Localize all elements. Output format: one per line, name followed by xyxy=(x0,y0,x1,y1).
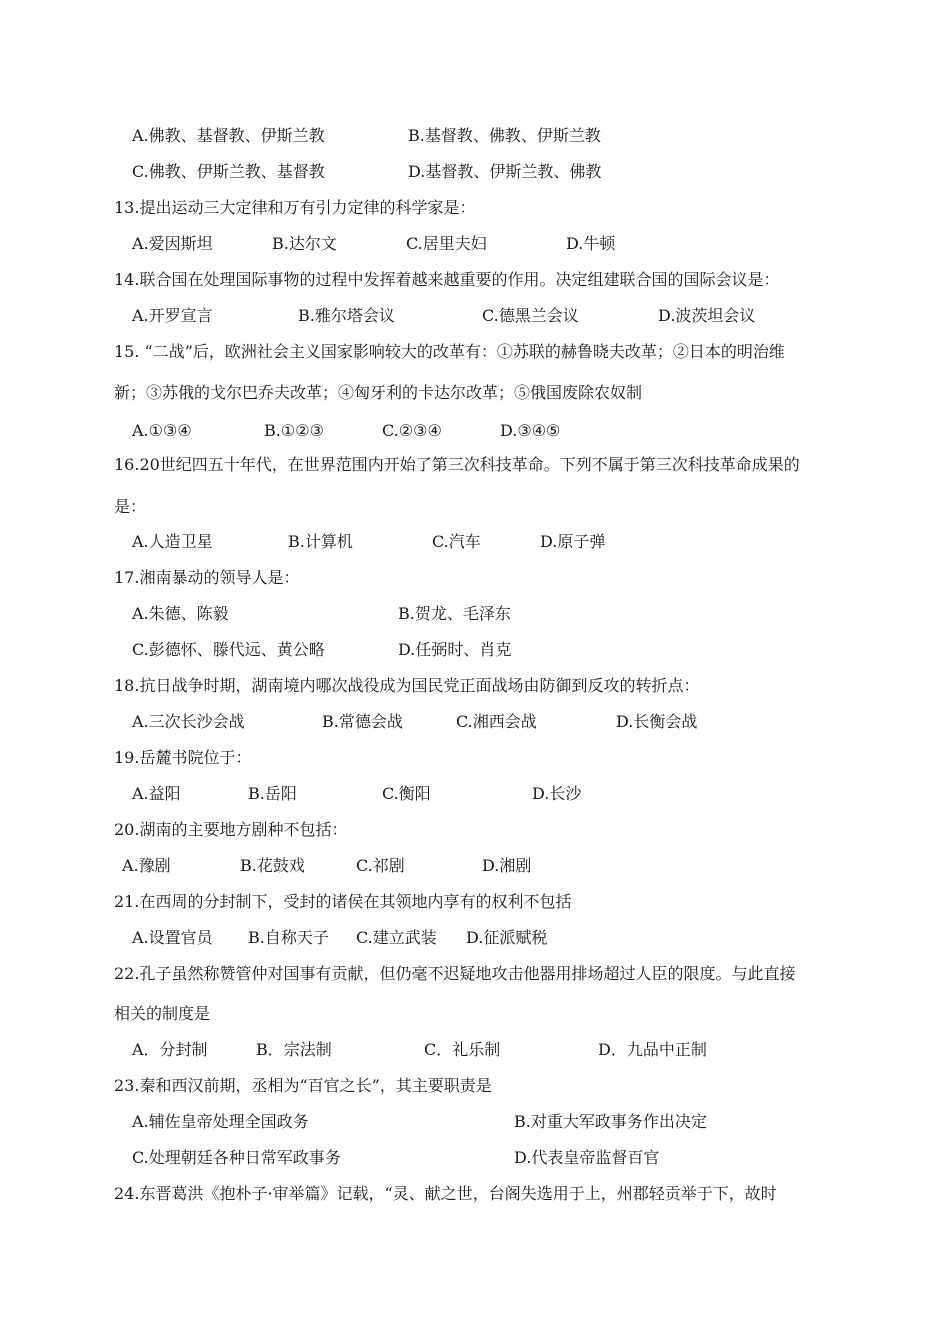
answer-option: A.爱因斯坦 xyxy=(132,234,213,253)
answer-option: D.长衡会战 xyxy=(616,712,698,731)
question-text: 13.提出运动三大定律和万有引力定律的科学家是： xyxy=(114,198,476,217)
question-text: 23.秦和西汉前期，丞相为“百官之长”，其主要职责是 xyxy=(114,1076,492,1095)
question-text: 相关的制度是 xyxy=(114,1004,211,1023)
answer-option: A.人造卫星 xyxy=(132,532,213,551)
answer-option: A.豫剧 xyxy=(122,856,171,875)
answer-option: D.任弼时、肖克 xyxy=(398,640,512,659)
question-text: 19.岳麓书院位于： xyxy=(114,748,252,767)
question-text: 新；③苏俄的戈尔巴乔夫改革；④匈牙利的卡达尔改革；⑤俄国废除农奴制 xyxy=(114,383,643,402)
answer-option: C．礼乐制 xyxy=(424,1040,501,1059)
answer-option: B.岳阳 xyxy=(248,784,297,803)
answer-option: B.雅尔塔会议 xyxy=(298,306,395,325)
answer-option: B．宗法制 xyxy=(256,1040,332,1059)
answer-option: B.①②③ xyxy=(264,421,324,440)
question-text: 18.抗日战争时期，湖南境内哪次战役成为国民党正面战场由防御到反攻的转折点： xyxy=(114,676,700,695)
answer-option: B.计算机 xyxy=(288,532,353,551)
answer-option: D.原子弹 xyxy=(540,532,606,551)
answer-option: C.处理朝廷各种日常军政事务 xyxy=(132,1148,341,1167)
answer-option: A.益阳 xyxy=(132,784,181,803)
answer-option: C.建立武装 xyxy=(356,928,437,947)
answer-option: D.③④⑤ xyxy=(500,421,561,440)
question-text: 17.湘南暴动的领导人是： xyxy=(114,568,300,587)
answer-option: C.②③④ xyxy=(382,421,442,440)
question-text: 22.孔子虽然称赞管仲对国事有贡献，但仍毫不迟疑地攻击他器用排场超过人臣的限度。与此直接 xyxy=(114,964,796,983)
question-text: 14.联合国在处理国际事物的过程中发挥着越来越重要的作用。决定组建联合国的国际会议是： xyxy=(114,270,780,289)
answer-option: C.祁剧 xyxy=(356,856,405,875)
answer-option: C.居里夫妇 xyxy=(406,234,487,253)
answer-option: C.衡阳 xyxy=(382,784,431,803)
answer-option: C.汽车 xyxy=(432,532,481,551)
answer-option: C.彭德怀、滕代远、黄公略 xyxy=(132,640,325,659)
answer-option: A.①③④ xyxy=(132,421,192,440)
answer-option: C.德黑兰会议 xyxy=(482,306,579,325)
answer-option: D.基督教、伊斯兰教、佛教 xyxy=(408,162,602,181)
answer-option: B.对重大军政事务作出决定 xyxy=(514,1112,707,1131)
question-text: 21.在西周的分封制下，受封的诸侯在其领地内享有的权利不包括 xyxy=(114,892,572,911)
answer-option: D.征派赋税 xyxy=(466,928,548,947)
answer-option: C.湘西会战 xyxy=(456,712,537,731)
answer-option: A.三次长沙会战 xyxy=(132,712,245,731)
answer-option: B.贺龙、毛泽东 xyxy=(398,604,511,623)
answer-option: A．分封制 xyxy=(132,1040,208,1059)
answer-option: D.长沙 xyxy=(532,784,582,803)
answer-option: D.代表皇帝监督百官 xyxy=(514,1148,660,1167)
question-text: 16.20世纪四五十年代，在世界范围内开始了第三次科技革命。下列不属于第三次科技革命成果的 xyxy=(114,455,800,474)
answer-option: C.佛教、伊斯兰教、基督教 xyxy=(132,162,325,181)
answer-option: A.朱德、陈毅 xyxy=(132,604,229,623)
answer-option: B.常德会战 xyxy=(322,712,403,731)
answer-option: B.基督教、佛教、伊斯兰教 xyxy=(408,126,601,145)
question-text: 是： xyxy=(114,497,147,516)
answer-option: A.设置官员 xyxy=(132,928,213,947)
answer-option: D.波茨坦会议 xyxy=(658,306,756,325)
answer-option: B.花鼓戏 xyxy=(240,856,305,875)
answer-option: A.佛教、基督教、伊斯兰教 xyxy=(132,126,325,145)
answer-option: A.开罗宣言 xyxy=(132,306,213,325)
answer-option: B.自称天子 xyxy=(248,928,329,947)
answer-option: A.辅佐皇帝处理全国政务 xyxy=(132,1112,309,1131)
answer-option: D.湘剧 xyxy=(482,856,532,875)
answer-option: D.牛顿 xyxy=(566,234,616,253)
answer-option: B.达尔文 xyxy=(272,234,337,253)
question-text: 20.湖南的主要地方剧种不包括： xyxy=(114,820,348,839)
question-text: 15. “二战”后，欧洲社会主义国家影响较大的改革有：①苏联的赫鲁晓夫改革；②日本的明治维 xyxy=(114,342,785,361)
question-text: 24.东晋葛洪《抱朴子·审举篇》记载，“灵、献之世，台阁失选用于上，州郡轻贡举于下，故时 xyxy=(114,1184,777,1203)
answer-option: D．九品中正制 xyxy=(598,1040,707,1059)
